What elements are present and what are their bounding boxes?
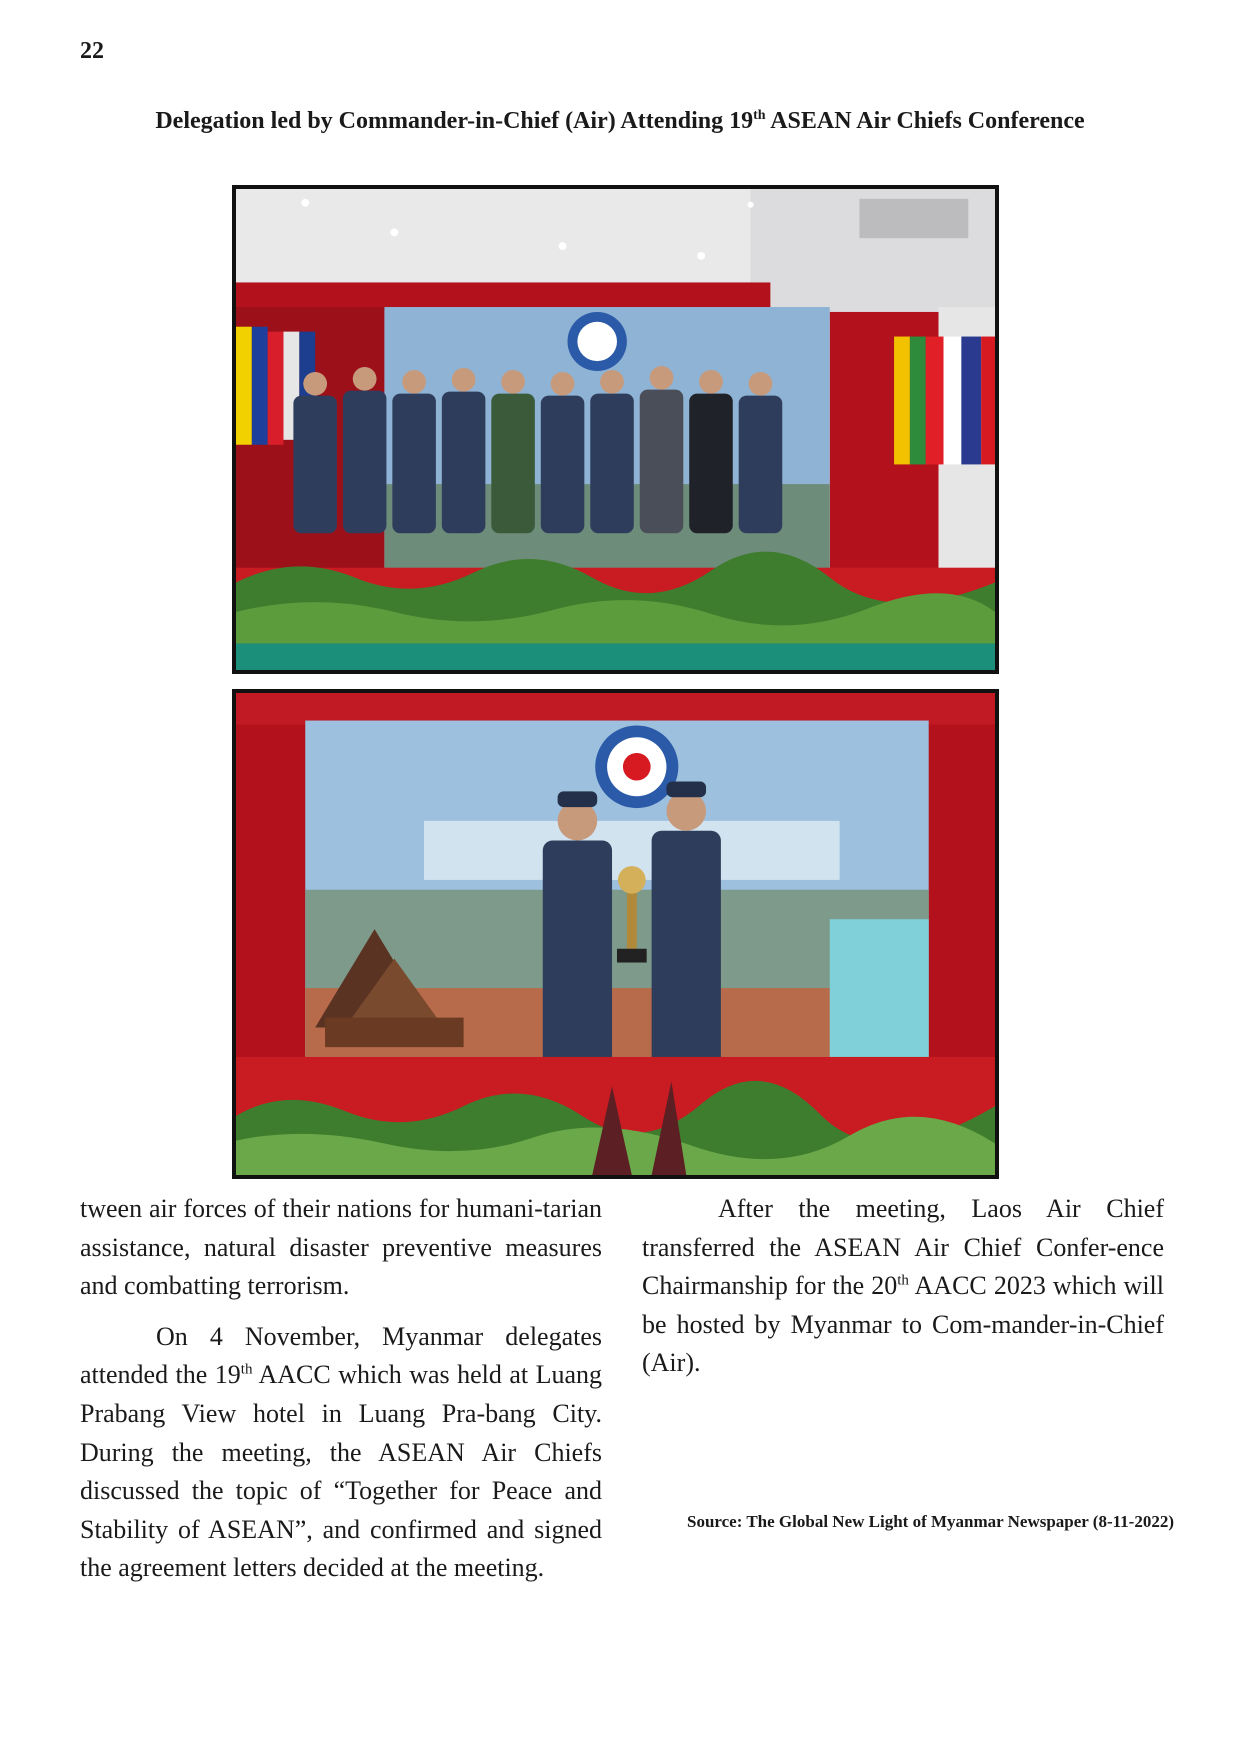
headline-ordinal-suffix: th: [753, 108, 766, 123]
page-number: 22: [80, 38, 104, 64]
paragraph-text: On 4 November, Myanmar delegates attended the 19: [80, 1321, 602, 1390]
article-paragraph: tween air forces of their nations for humani-tarian assistance, natural disaster preventive measures and combatting terrorism.: [80, 1194, 602, 1301]
photo-group-illustration: [236, 189, 995, 670]
ordinal-suffix: th: [240, 1361, 253, 1378]
ordinal-suffix: th: [897, 1272, 909, 1289]
paragraph-text: AACC 2023 which will be hosted by Myanmar to Com-mander-in-Chief (Air).: [642, 1271, 1164, 1378]
source-citation: Source: The Global New Light of Myanmar Newspaper (8-11-2022): [686, 1512, 1174, 1531]
headline-text-start: Delegation led by Commander-in-Chief (Air) Attending 19: [155, 108, 754, 134]
article-column-left: [80, 1190, 602, 1600]
article-paragraph: [80, 1318, 602, 1588]
paragraph-text: AACC which was held at Luang Prabang View hotel in Luang Pra-bang City. During the meeting, the ASEAN Air Chiefs discussed the topic of “Together for Peace and Stability of ASEAN”, and confirmed and signed the agreement letters decided at the meeting.: [80, 1360, 602, 1583]
article-column-right: [642, 1190, 1164, 1395]
photo-group-air-chiefs: [232, 185, 999, 674]
paragraph-text: After the meeting, Laos Air Chief transferred the ASEAN Air Chief Confer-ence Chairmanship for the 20: [642, 1194, 1164, 1301]
page-headline: [0, 108, 1240, 135]
photo-trophy-handover: [232, 689, 999, 1179]
headline-text-end: ASEAN Air Chiefs Conference: [765, 108, 1085, 134]
photo-handover-illustration: [236, 693, 995, 1175]
article-paragraph: [642, 1190, 1164, 1383]
